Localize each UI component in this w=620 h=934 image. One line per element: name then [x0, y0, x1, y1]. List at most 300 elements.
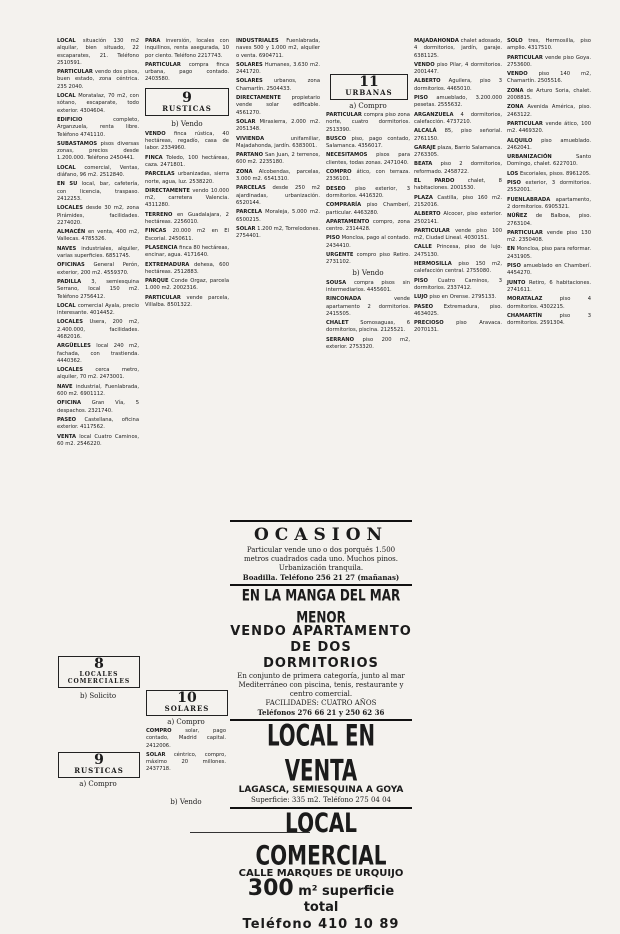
ad-keyword: PARCELAS	[145, 171, 175, 178]
ad-text: ático, con terraza. 2336101.	[326, 169, 410, 183]
column-2-solares	[146, 728, 226, 792]
ad-text: de Arturo Soria, chalet. 2008815.	[507, 87, 591, 102]
classified-ad	[236, 152, 320, 167]
classified-ad	[145, 245, 229, 260]
ad-text: tres, Hermosilla, piso amplio. 4317510.	[507, 38, 591, 52]
classified-ad	[236, 78, 320, 93]
manga-title: EN LA MANGA DEL MAR MENOR	[241, 586, 401, 627]
ad-keyword: VIVIENDA	[236, 135, 265, 142]
ad-keyword: CHAMARTÍN	[507, 312, 542, 319]
ad-text: vende piso 100 m2, Ciudad Lineal. 4030151.	[414, 227, 502, 242]
classified-ad	[57, 367, 139, 382]
local-venta-detail: Superficie: 335 m2. Teléfono 275 04 04	[251, 796, 391, 804]
ad-text: 4 dormitorios, calefacción. 4737210.	[414, 111, 503, 125]
ad-keyword: NAVES	[57, 245, 77, 252]
classified-ad	[414, 145, 502, 160]
ad-keyword: COMPRO	[146, 728, 172, 734]
classified-ad	[326, 235, 410, 250]
ad-text: completo, Arganzuela, renta libre. Teléfono 4741110.	[57, 116, 139, 138]
classified-ad	[507, 38, 591, 53]
classified-ad	[326, 296, 410, 318]
classified-ad	[507, 154, 591, 169]
classified-ad	[414, 294, 502, 301]
ad-text: vendo 10.000 m2, carretera Valencia. 4311280.	[145, 187, 229, 209]
ad-text: pisos para clientes, todas zonas. 2471040.	[326, 152, 410, 166]
ad-text: Moncloa, piso para reformar. 2431905.	[507, 246, 591, 260]
ad-keyword: ALCALÁ	[414, 128, 437, 135]
section-rusticas-vendo	[145, 88, 229, 116]
classified-ad	[326, 252, 410, 267]
ad-keyword: DIRECTAMENTE	[145, 187, 190, 194]
classified-ad	[326, 169, 410, 184]
classified-ad	[326, 280, 410, 295]
classified-ad	[145, 62, 229, 84]
classified-ad	[145, 295, 229, 310]
classified-ad	[57, 93, 139, 115]
ad-keyword: PARTICULAR	[507, 120, 543, 127]
column-4	[326, 112, 410, 520]
ad-text: Conde Orgaz, parcela 1.000 m2. 2002316.	[145, 278, 229, 292]
classified-ad	[507, 121, 591, 136]
classified-ad	[326, 219, 410, 234]
ad-keyword: SOUSA	[326, 279, 347, 286]
ad-text: Extremadura, piso. 4634025.	[414, 303, 502, 317]
ad-text: local 240 m2, fachada, con trastienda. 4440362.	[57, 343, 139, 364]
classified-ad	[145, 212, 229, 227]
ad-keyword: ZONA	[507, 104, 524, 111]
ad-keyword: VENDO	[414, 61, 435, 68]
ad-keyword: ALQUILO	[507, 137, 533, 144]
ad-keyword: SOLARES	[236, 78, 263, 85]
ad-keyword: INDUSTRIALES	[236, 38, 279, 44]
classified-ad	[57, 319, 139, 341]
classified-ad	[146, 752, 226, 774]
ad-text: Fuenlabrada, naves 500 y 1.000 m2, alquiler o venta. 6904711.	[236, 38, 320, 59]
classified-ad	[326, 337, 410, 352]
section-number: 9	[182, 89, 192, 106]
ad-keyword: NÚÑEZ	[507, 213, 528, 220]
ad-keyword: URGENTE	[326, 252, 354, 259]
ad-keyword: ALBERTO	[414, 211, 441, 218]
section-locales	[58, 656, 140, 688]
divider	[230, 520, 412, 522]
ocasion-contact: Boadilla. Teléfono 256 21 27 (mañanas)	[242, 573, 400, 582]
ad-text: Princesa, piso de lujo. 2475130.	[414, 244, 502, 258]
ad-keyword: JUNTO	[507, 279, 526, 286]
ad-keyword: ALBERTO	[414, 78, 441, 85]
ad-keyword: CHALET	[326, 320, 349, 327]
classified-ad	[57, 400, 139, 415]
ad-keyword: PASEO	[414, 303, 434, 310]
bottom-rule	[190, 832, 310, 833]
ad-text: Moncloa, pago al contado. 2434410.	[326, 235, 410, 249]
ad-text: compra finca urbana, pago contado. 2403580.	[145, 61, 230, 83]
ad-keyword: PISO	[326, 235, 340, 242]
ad-keyword: ZONA	[236, 168, 253, 175]
ad-keyword: RINCONADA	[326, 296, 362, 303]
ad-text: unifamiliar, Majadahonda, jardín. 6383001.	[236, 135, 320, 149]
ad-keyword: GARAJE	[414, 144, 436, 151]
ad-text: exterior, 3 dormitorios. 2552001.	[507, 180, 591, 194]
ad-keyword: VENDO	[507, 71, 528, 78]
classified-ad	[326, 202, 410, 217]
ad-text: Santo Domingo, chalet. 6227010.	[507, 154, 591, 168]
section-rusticas-compro	[58, 752, 140, 778]
classified-ad	[145, 228, 229, 243]
section-number: 10	[177, 690, 197, 706]
ad-text: Humanes, 3.630 m2. 2441720.	[236, 61, 320, 76]
section-label: SOLARES	[164, 704, 210, 713]
classified-ad	[57, 303, 139, 318]
classified-ad	[507, 296, 591, 311]
ad-text: Usera, 200 m2, 2.400.000, facilidades. 4682016.	[57, 319, 139, 340]
ad-keyword: LOCAL	[57, 164, 76, 171]
classified-ad	[326, 152, 410, 167]
classified-ad	[507, 230, 591, 245]
ad-text: piso Chamberí, particular. 4463280.	[326, 202, 410, 216]
ad-keyword: SOLARES	[236, 61, 263, 68]
ad-keyword: LOCAL	[57, 93, 76, 100]
classified-ad	[57, 246, 139, 261]
local-comercial-title: LOCAL COMERCIAL	[255, 806, 387, 872]
ad-text: Escoriales, pisos. 8961205.	[519, 170, 591, 177]
ad-keyword: PARA	[145, 38, 161, 44]
classified-ad	[507, 197, 591, 212]
section-number: 8	[94, 656, 104, 672]
classified-ad	[326, 320, 410, 335]
ad-text: San Juan, 2 terrenos, 600 m2. 2235180.	[236, 152, 321, 166]
ad-text: Alcobendas, parcelas, 3.000 m2. 6541310.	[236, 168, 320, 183]
ad-keyword: NECESITAMOS	[326, 152, 368, 159]
ad-keyword: FINCA	[145, 154, 163, 161]
ad-text: piso 4 dormitorios. 4302215.	[507, 296, 592, 310]
ad-keyword: PLASENCIA	[145, 244, 178, 251]
classified-ad	[57, 417, 139, 432]
subsection-urbanas-vendo-inline: b) Vendo	[352, 268, 384, 277]
section-urbanas	[330, 74, 408, 100]
ad-text: Cuatro Caminos, 3 dormitorios. 2337412.	[414, 277, 502, 291]
ad-keyword: PARTICULAR	[326, 112, 362, 118]
ad-text: local Cuatro Caminos, 60 m2. 2546220.	[57, 433, 139, 447]
classified-ad	[236, 169, 320, 184]
ad-text: Avenida América, piso. 2463122.	[507, 104, 591, 118]
subsection-compro: a) Compro	[349, 102, 387, 110]
ad-text: compro piso Retiro. 2731102.	[326, 252, 410, 266]
display-ads	[230, 518, 412, 932]
ad-text: desde 250 m2 ajardinadas, urbanización. 6520144.	[236, 185, 320, 206]
ad-text: comercial, Ventas, diáfano, 96 m2. 2512840.	[57, 164, 139, 179]
ad-keyword: LOCAL	[57, 302, 76, 309]
ad-keyword: EXTREMADURA	[145, 261, 190, 268]
classified-ad	[236, 185, 320, 207]
ad-text: comercial Ayala, precio interesante. 4014452.	[57, 302, 140, 317]
ad-text: apartamento, 2 dormitorios. 6905321.	[507, 196, 591, 210]
classified-ad	[57, 279, 139, 301]
ad-keyword: MAJADAHONDA	[414, 38, 459, 44]
section-label: URBANAS	[345, 88, 393, 97]
ad-keyword: PASEO	[57, 416, 77, 423]
surface-number: 300	[247, 876, 294, 901]
column-5	[414, 38, 502, 820]
subsection-solicito: b) Solicito	[58, 692, 138, 701]
ad-text: vende apartamento 2 dormitorios. 2415505.	[326, 296, 410, 317]
ad-text: piso Aravaca. 2070131.	[414, 320, 502, 334]
ad-text: situación 130 m2 alquilar, bien situado, 22 escaparates, 21. Teléfono 2510591.	[57, 38, 140, 66]
ocasion-body: Particular vende uno o dos porqués 1.500 metros cuadrados cada uno. Muchos pinos. Urbanización tranquila.	[243, 546, 398, 572]
column-6	[507, 38, 591, 820]
classified-ad	[414, 304, 502, 319]
classified-ad	[326, 186, 410, 201]
ad-keyword: EN	[507, 246, 515, 253]
ad-text: finca rústica, 40 hectáreas, regadío, casa de labor. 2334960.	[145, 130, 230, 152]
surface-unit: m² superficie total	[298, 884, 395, 915]
classified-ad	[236, 209, 320, 224]
subsection-compro-2: a) Compro	[58, 780, 138, 789]
ad-keyword: COMPRARÍA	[326, 202, 362, 209]
ad-text: Castilla, piso 160 m2. 2152016.	[414, 194, 503, 208]
ad-keyword: COMPRO	[326, 169, 352, 176]
ad-keyword: HERMOSILLA	[414, 261, 452, 268]
ad-text: Retiro, 6 habitaciones. 2741611.	[507, 279, 591, 293]
ad-text: Toledo, 100 hectáreas, caza. 2471801.	[145, 154, 229, 168]
ad-text: vende parcela, Villalba. 8501322.	[145, 294, 229, 309]
classified-ad	[507, 263, 591, 278]
ad-text: pisos diversas zonas, precios desde 1.200.000. Teléfono 2450441.	[57, 140, 139, 162]
section-label: LOCALES COMERCIALES	[67, 671, 131, 685]
ad-keyword: PISO	[414, 277, 428, 284]
classified-ad	[57, 165, 139, 180]
subsection-solares-compro: a) Compro	[146, 718, 226, 727]
ad-text: vende ático, 100 m2. 4469320.	[507, 120, 591, 135]
ad-keyword: PARTANO	[236, 152, 264, 159]
ad-text: piso 200 m2, exterior. 2753320.	[326, 336, 410, 351]
manga-line3: DE DOS DORMITORIOS	[263, 640, 379, 671]
ad-text: piso 3 dormitorios. 2591304.	[507, 312, 592, 327]
ad-keyword: LOS	[507, 170, 519, 177]
classified-ad	[414, 178, 502, 193]
ad-keyword: PISO	[507, 180, 521, 187]
ad-keyword: PADILLA	[57, 278, 82, 285]
ad-keyword: ZONA	[507, 87, 524, 94]
classified-ad	[145, 155, 229, 170]
classified-ad	[507, 55, 591, 70]
classified-ad	[236, 38, 320, 60]
ad-text: industrial, Fuenlabrada, 600 m2. 6901112.	[57, 383, 139, 398]
classified-ad	[145, 262, 229, 277]
ad-text: chalet adosado, 4 dormitorios, jardín, garaje. 6381125.	[414, 38, 503, 59]
ad-text: Alcocer, piso exterior. 2502141.	[414, 211, 502, 225]
ad-keyword: ARGÜELLES	[57, 343, 91, 350]
ad-text: local, bar, cafetería, con licencia, traspaso. 2412253.	[57, 181, 140, 202]
classified-ad	[57, 181, 139, 203]
classified-ad	[236, 62, 320, 77]
ad-text: Moratalaz, 70 m2, con sótano, escaparate, todo exterior. 4304604.	[57, 93, 139, 114]
classified-ad	[414, 38, 502, 60]
column-1	[57, 38, 139, 820]
ad-keyword: EN SU	[57, 181, 78, 188]
ad-text: vende piso Goya. 2753600.	[507, 54, 591, 68]
classified-ad	[145, 188, 229, 210]
classified-ad	[507, 138, 591, 153]
ad-keyword: BUSCO	[326, 135, 347, 142]
ad-keyword: PARCELAS	[236, 185, 266, 192]
classified-ad	[414, 112, 502, 127]
classified-ad	[414, 128, 502, 143]
ad-keyword: NAVE	[57, 383, 73, 390]
ad-keyword: PARTICULAR	[507, 54, 543, 61]
ad-keyword: LOCALES	[57, 205, 83, 212]
classified-ad	[146, 728, 226, 750]
classified-ad	[414, 320, 502, 335]
ad-text: céntrico, compro, máximo 20 millones. 2437718.	[146, 751, 226, 773]
ad-keyword: PARCELA	[236, 209, 263, 216]
classified-ad	[414, 62, 502, 77]
ad-keyword: PRECIOSO	[414, 320, 444, 327]
ad-text: Castellana, oficina exterior. 4117562.	[57, 416, 139, 431]
classified-ad	[57, 343, 139, 365]
classified-ad	[507, 213, 591, 228]
ad-keyword: LOCALES	[57, 367, 83, 374]
classified-ad	[145, 278, 229, 293]
ad-text: compra piso zona norte, cuatro dormitorios. 2513390.	[326, 112, 410, 133]
ad-keyword: PARQUE	[145, 278, 169, 285]
classified-ad	[507, 180, 591, 195]
ad-keyword: TERRENO	[145, 211, 173, 218]
ad-text: Somosaguas, 6 dormitorios, piscina. 2125521.	[326, 320, 411, 334]
ad-keyword: OFICINA	[57, 400, 81, 407]
ad-text: piso Pilar, 4 dormitorios. 2001447.	[414, 61, 502, 76]
local-comercial-surface	[230, 876, 412, 916]
ad-text: en Guadalajara, 2 hectáreas. 2256010.	[145, 211, 229, 226]
ad-keyword: SOLO	[507, 38, 523, 44]
ad-text: compra pisos sin intermediarios. 4455601.	[326, 279, 410, 293]
ad-keyword: ARGANZUELA	[414, 111, 454, 118]
section-number: 11	[359, 74, 379, 90]
classified-ad	[414, 244, 502, 259]
classified-ad	[507, 104, 591, 119]
classified-ad	[57, 69, 139, 91]
classified-ad	[57, 434, 139, 449]
classified-ad	[414, 211, 502, 226]
classified-ad	[414, 261, 502, 276]
classified-ad	[414, 195, 502, 210]
manga-body: En conjunto de primera categoría, junto al mar Mediterráneo con piscina, tenis, restaurante y centro comercial.	[237, 672, 405, 698]
ad-text: piso en Orense. 2795133.	[429, 294, 497, 301]
ad-text: desde 30 m2, zona Pirámides, facilidades. 2274020.	[57, 205, 139, 226]
ad-text: 20.000 m2 en El Escorial. 2450611.	[145, 228, 229, 242]
ad-keyword: SOLAR	[236, 118, 256, 125]
ad-text: vende piso 130 m2. 2350408.	[507, 229, 592, 244]
classified-ad	[236, 136, 320, 151]
ad-text: en venta, 400 m2, Vallecas. 4785326.	[57, 229, 139, 243]
classified-ad	[145, 171, 229, 186]
ad-text: piso 150 m2, calefacción central. 2755080.	[414, 261, 502, 275]
classified-ad	[57, 38, 139, 67]
ad-text: plaza, Barrio Salamanca. 2763305.	[414, 144, 503, 159]
local-comercial-phone: Teléfono 410 10 89	[242, 917, 400, 932]
section-number: 9	[94, 752, 104, 768]
ad-text: piso 2 dormitorios, reformado. 2458722.	[414, 161, 502, 175]
classified-ad	[414, 161, 502, 176]
ad-text: compro, zona centro. 2314428.	[326, 218, 410, 233]
ad-keyword: CALLE	[414, 244, 432, 251]
ad-text: amueblado, 3.200.000 pesetas. 2555632.	[414, 95, 502, 109]
subsection-solares-vendo: b) Vendo	[146, 798, 226, 807]
ad-keyword: PARTICULAR	[57, 69, 93, 76]
ad-keyword: VENDO	[145, 130, 166, 137]
classified-ad	[414, 278, 502, 293]
ad-text: cerca metro, alquiler, 70 m2. 2473001.	[57, 367, 139, 381]
ad-text: piso exterior, 3 dormitorios. 4416320.	[326, 185, 410, 199]
classified-ad	[507, 246, 591, 261]
ad-keyword: PISO	[507, 263, 521, 270]
ad-text: piso, pago contado, Salamanca. 4356017.	[326, 135, 410, 150]
classified-ad	[236, 95, 320, 117]
local-comercial-street: CALLE MARQUES DE URQUIJO	[238, 868, 404, 879]
ad-text: 3, semiesquina Serrano, local 150 m2. Teléfono 2756412.	[57, 278, 140, 300]
classified-ad	[57, 141, 139, 163]
classified-ad	[57, 117, 139, 139]
ad-keyword: PARTICULAR	[145, 294, 181, 301]
ad-keyword: PLAZA	[414, 194, 433, 201]
ad-keyword: LOCALES	[57, 319, 83, 326]
ad-text: de Balboa, piso. 2763104.	[507, 213, 591, 227]
ad-keyword: BEATA	[414, 161, 433, 168]
local-venta-title: LOCAL EN VENTA	[266, 719, 376, 789]
ad-keyword: FINCAS	[145, 228, 167, 235]
ad-text: vendo dos pisos, buen estado, zona céntrica. 235 2040.	[57, 69, 139, 90]
ad-text: Moraleja, 5.000 m2. 6500215.	[236, 209, 320, 223]
manga-phone: Teléfonos 276 66 21 y 250 62 36	[257, 708, 385, 717]
ad-keyword: SERRANO	[326, 336, 355, 343]
ad-text: piso amueblado. 2462041.	[507, 137, 591, 151]
ad-keyword: VENTA	[57, 433, 77, 440]
classified-ad	[507, 171, 591, 178]
classified-ad	[326, 112, 410, 134]
ad-keyword: LUJO	[414, 294, 428, 301]
classified-ad	[145, 131, 229, 153]
ad-text: Aguilera, piso 3 dormitorios. 4465010.	[414, 78, 503, 92]
section-label: RUSTICAS	[74, 766, 124, 775]
ad-text: Gran Vía, 5 despachos. 2321740.	[57, 400, 139, 414]
ad-keyword: DESEO	[326, 185, 346, 192]
ad-keyword: APARTAMENTO	[326, 218, 370, 225]
ad-text: urbanos, zona Chamartín. 2504433.	[236, 78, 320, 92]
ad-text: amueblado en Chamberí. 4454270.	[507, 263, 591, 277]
ad-text: dehesa, 600 hectáreas. 2512883.	[145, 261, 229, 275]
ad-text: 85, piso señorial. 2761150.	[414, 128, 502, 142]
ad-keyword: EDIFICIO	[57, 116, 83, 123]
ad-keyword: LOCAL	[57, 38, 76, 44]
ad-keyword: DIRECTAMENTE	[236, 95, 281, 102]
ad-keyword: URBANIZACIÓN	[507, 154, 552, 161]
classified-ad	[57, 262, 139, 277]
ad-keyword: ALMACÉN	[57, 229, 86, 236]
ad-text: industriales, alquiler, varias superficies. 6851745.	[57, 245, 139, 260]
ad-keyword: PARTICULAR	[507, 229, 543, 236]
ad-keyword: SOLAR	[146, 751, 166, 758]
classified-ad	[57, 205, 139, 227]
classified-ad	[326, 136, 410, 151]
classified-ad	[507, 313, 591, 328]
section-label: RUSTICAS	[162, 103, 212, 113]
local-venta-address: LAGASCA, SEMIESQUINA A GOYA	[238, 785, 404, 795]
ocasion-heading: OCASION	[253, 525, 389, 545]
classified-ad	[236, 119, 320, 134]
classified-ad	[414, 228, 502, 243]
classified-ad	[414, 78, 502, 93]
ad-text: piso 140 m2, Chamartín. 2505516.	[507, 71, 591, 85]
